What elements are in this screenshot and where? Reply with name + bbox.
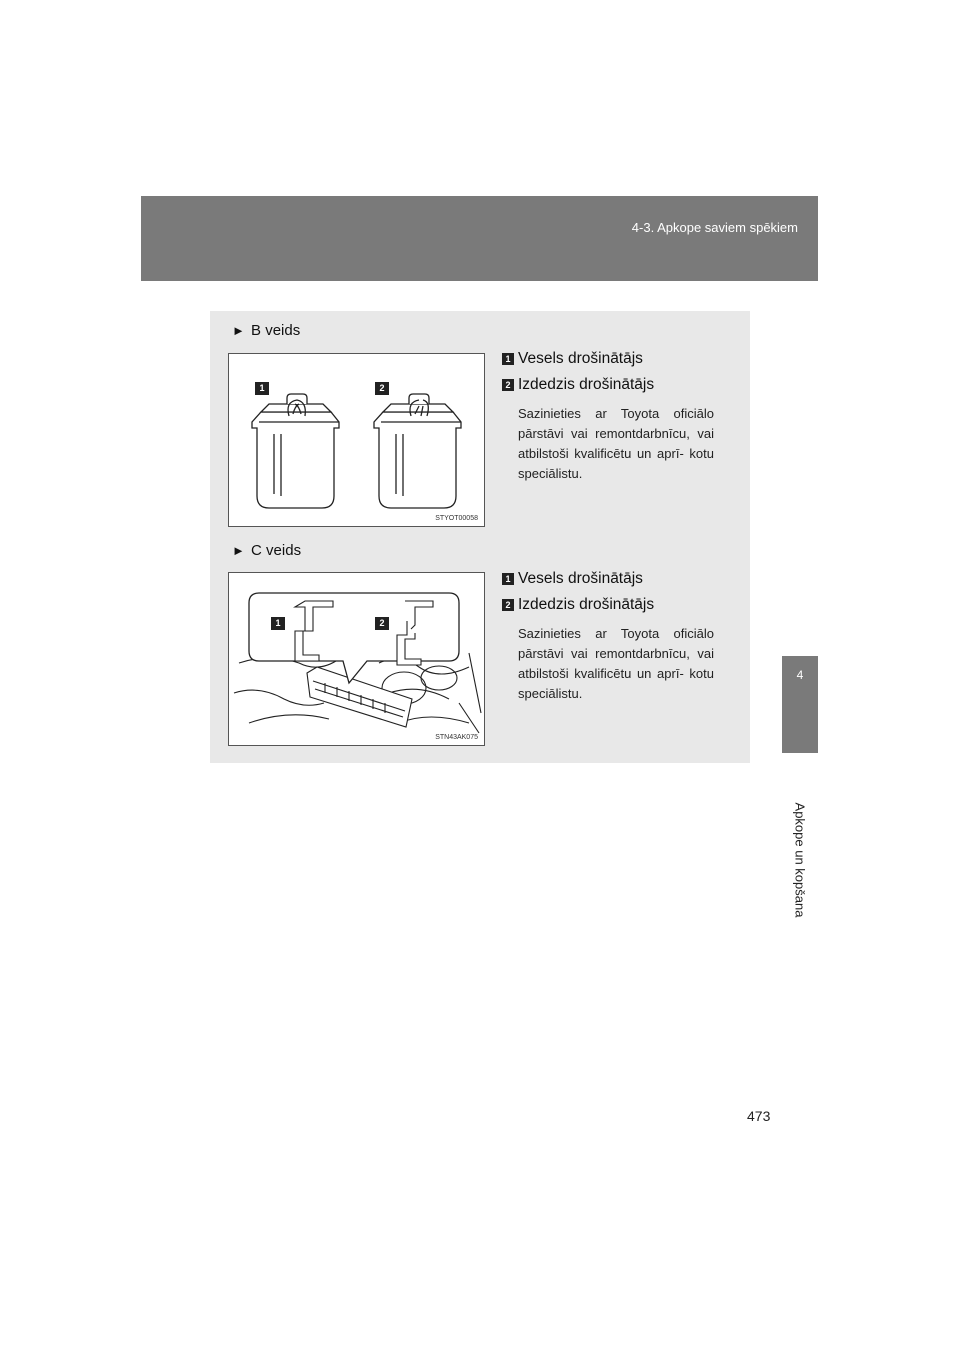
note-text: Sazinieties ar Toyota oficiālo pārstāvi vai remontdarbnīcu, vai atbilstoši kvalificētu un aprī- kotu speciālistu. [518,626,714,701]
chapter-label: Apkope un kopšana [792,802,808,918]
figure-code: STYOT00058 [435,515,478,522]
figure-badge-1: 1 [255,382,269,395]
heading-text: C veids [251,542,302,559]
header-bar [141,196,818,281]
item-label: Vesels drošinātājs [518,350,643,367]
item-label: Izdedzis drošinātājs [518,376,655,393]
list-item [502,376,654,394]
section-title: 4-3. Apkope saviem spēkiem [631,220,798,235]
list-item [502,596,654,614]
note-text: Sazinieties ar Toyota oficiālo pārstāvi vai remontdarbnīcu, vai atbilstoši kvalificētu un aprī- kotu speciālistu. [518,406,714,481]
figure-code: STN43AK075 [435,734,478,741]
arrow-right-icon: ► [232,543,245,558]
item-label: Izdedzis drošinātājs [518,596,655,613]
chapter-tab [782,656,818,753]
chapter-number: 4 [796,668,804,682]
item-label: Vesels drošinātājs [518,570,643,587]
fuse-c-drawing [229,573,486,747]
list-item [502,570,643,588]
page-number: 473 [747,1108,771,1124]
heading-text: B veids [251,322,301,339]
section-heading-c [232,542,301,559]
fuse-b-illustration [228,353,485,527]
number-badge: 2 [502,599,514,611]
list-item [502,350,643,368]
fuse-c-illustration [228,572,485,746]
number-badge: 1 [502,573,514,585]
figure-badge-2: 2 [375,617,389,630]
section-heading-b [232,322,300,339]
number-badge: 1 [502,353,514,365]
arrow-right-icon: ► [232,323,245,338]
number-badge: 2 [502,379,514,391]
figure-badge-2: 2 [375,382,389,395]
fuse-b-drawing [229,354,486,528]
figure-badge-1: 1 [271,617,285,630]
